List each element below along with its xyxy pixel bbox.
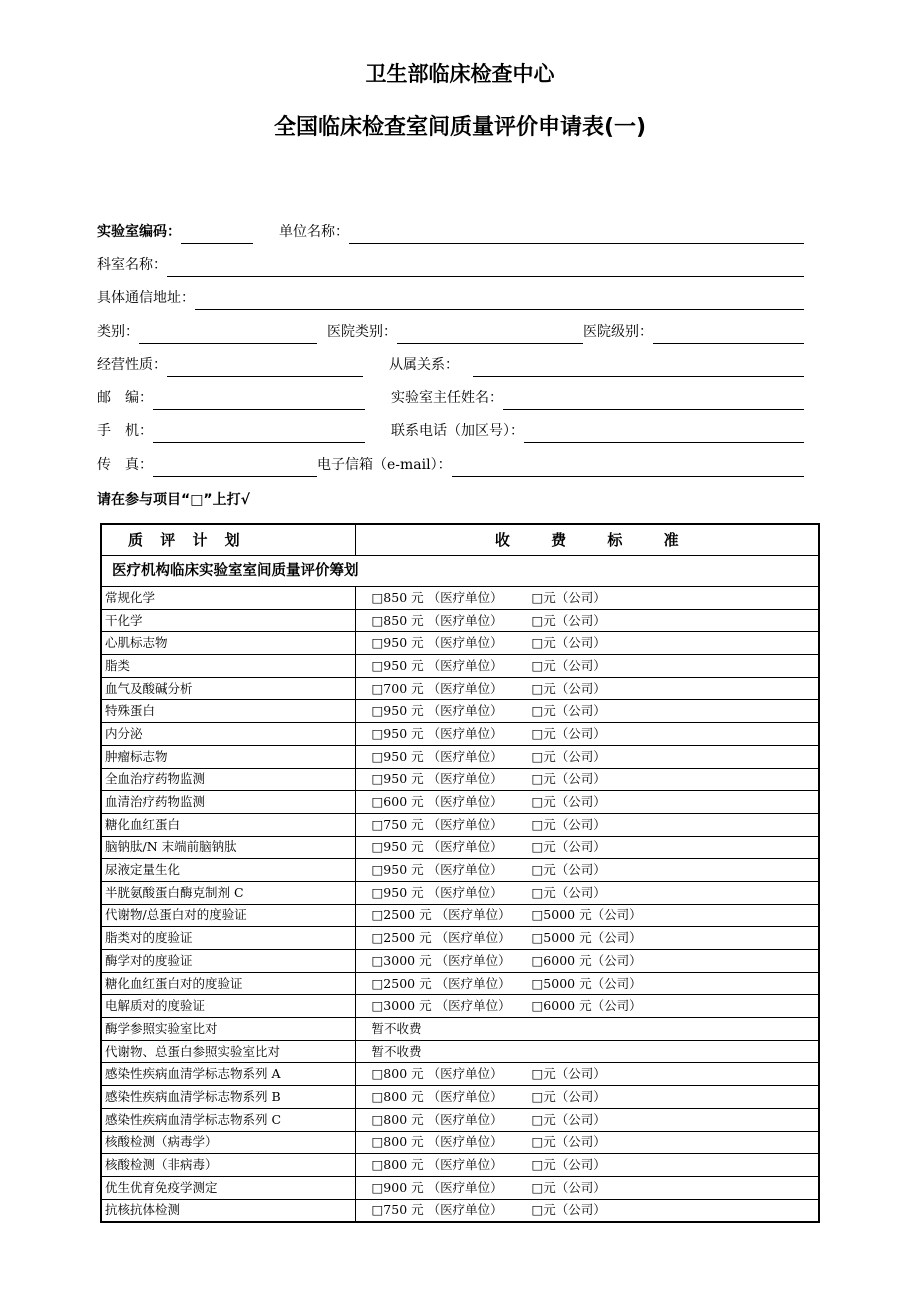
hospital-level-label: 医院级别： — [583, 324, 653, 340]
program-name: 尿液定量生化 — [101, 859, 355, 882]
fee-medical-unit[interactable]: □2500 元 （医疗单位） — [371, 975, 511, 991]
program-fee[interactable] — [355, 587, 819, 610]
fee-company[interactable]: □元（公司） — [531, 1088, 606, 1104]
program-name: 酶学对的度验证 — [101, 950, 355, 973]
table-row — [101, 677, 819, 700]
fee-company[interactable]: □5000 元（公司） — [531, 907, 642, 923]
program-fee[interactable] — [355, 677, 819, 700]
fee-company[interactable]: □元（公司） — [531, 657, 606, 673]
program-fee[interactable] — [355, 1040, 819, 1063]
program-fee[interactable] — [355, 995, 819, 1018]
fee-medical-unit[interactable]: □950 元 （医疗单位） — [371, 771, 503, 787]
program-name: 干化学 — [101, 609, 355, 632]
fee-medical-unit[interactable]: □900 元 （医疗单位） — [371, 1179, 503, 1195]
fee-medical-unit[interactable]: □950 元 （医疗单位） — [371, 657, 503, 673]
program-name: 肿瘤标志物 — [101, 745, 355, 768]
table-row — [101, 768, 819, 791]
affiliation-field[interactable] — [473, 358, 804, 377]
table-row — [101, 813, 819, 836]
org-title: 卫生部临床检查中心 — [365, 62, 555, 86]
program-fee[interactable] — [355, 836, 819, 859]
fee-company[interactable]: □元（公司） — [531, 589, 606, 605]
fee-company[interactable]: □5000 元（公司） — [531, 975, 642, 991]
dept-name-label: 科室名称： — [97, 257, 167, 273]
fee-company[interactable]: □6000 元（公司） — [531, 952, 642, 968]
program-fee[interactable] — [355, 904, 819, 927]
fee-company[interactable]: □元（公司） — [531, 703, 606, 719]
fee-company[interactable]: □元（公司） — [531, 1134, 606, 1150]
table-header-row — [101, 524, 819, 556]
fee-medical-unit[interactable]: □950 元 （医疗单位） — [371, 884, 503, 900]
program-name: 血气及酸碱分析 — [101, 677, 355, 700]
unit-name-field[interactable] — [349, 225, 804, 244]
program-table — [100, 523, 820, 1223]
program-name: 代谢物/总蛋白对的度验证 — [101, 904, 355, 927]
fee-company[interactable]: □元（公司） — [531, 725, 606, 741]
program-name: 酶学参照实验室比对 — [101, 1018, 355, 1041]
fee-medical-unit[interactable]: □600 元 （医疗单位） — [371, 794, 503, 810]
table-row — [101, 1108, 819, 1131]
fee-company[interactable]: □元（公司） — [531, 680, 606, 696]
table-row — [101, 1018, 819, 1041]
program-fee[interactable] — [355, 1199, 819, 1222]
program-name: 全血治疗药物监测 — [101, 768, 355, 791]
category-field[interactable] — [139, 325, 317, 344]
table-row — [101, 995, 819, 1018]
fee-medical-unit[interactable]: □2500 元 （医疗单位） — [371, 930, 511, 946]
program-fee[interactable] — [355, 1018, 819, 1041]
table-row — [101, 904, 819, 927]
table-row — [101, 1199, 819, 1222]
program-fee[interactable] — [355, 632, 819, 655]
table-row — [101, 859, 819, 882]
program-fee[interactable] — [355, 1176, 819, 1199]
table-row — [101, 1131, 819, 1154]
program-fee[interactable] — [355, 609, 819, 632]
director-name-field[interactable] — [503, 391, 804, 410]
hospital-type-field[interactable] — [397, 325, 583, 344]
table-row — [101, 632, 819, 655]
fee-medical-unit[interactable]: 暂不收费 — [371, 1043, 422, 1059]
program-fee[interactable] — [355, 655, 819, 678]
program-name: 脑钠肽/N 末端前脑钠肽 — [101, 836, 355, 859]
hospital-type-label: 医院类别： — [327, 324, 397, 340]
section-title: 医疗机构临床实验室室间质量评价筹划 — [101, 556, 819, 587]
program-name: 感染性疾病血清学标志物系列 A — [101, 1063, 355, 1086]
program-name: 核酸检测（非病毒） — [101, 1154, 355, 1177]
form-row-postcode — [97, 386, 804, 410]
program-name: 核酸检测（病毒学） — [101, 1131, 355, 1154]
postcode-field[interactable] — [153, 391, 365, 410]
fee-medical-unit[interactable]: □800 元 （医疗单位） — [371, 1111, 503, 1127]
fee-medical-unit[interactable]: □800 元 （医疗单位） — [371, 1088, 503, 1104]
fee-company[interactable]: □元（公司） — [531, 1157, 606, 1173]
form-row-category — [97, 320, 804, 344]
program-fee[interactable] — [355, 1108, 819, 1131]
program-name: 感染性疾病血清学标志物系列 C — [101, 1108, 355, 1131]
table-row — [101, 972, 819, 995]
business-nature-field[interactable] — [167, 358, 363, 377]
fee-company[interactable]: □元（公司） — [531, 816, 606, 832]
fee-medical-unit[interactable]: □850 元 （医疗单位） — [371, 589, 503, 605]
program-name: 脂类 — [101, 655, 355, 678]
table-row — [101, 791, 819, 814]
program-name: 抗核抗体检测 — [101, 1199, 355, 1222]
fee-company[interactable]: □元（公司） — [531, 748, 606, 764]
form-title: 全国临床检查室间质量评价申请表(一) — [273, 115, 647, 140]
table-row — [101, 587, 819, 610]
program-fee[interactable] — [355, 1154, 819, 1177]
table-row — [101, 723, 819, 746]
table-row — [101, 700, 819, 723]
form-row-address — [97, 286, 804, 310]
form-row-fax — [97, 453, 804, 477]
fee-medical-unit[interactable]: □800 元 （医疗单位） — [371, 1134, 503, 1150]
program-fee[interactable] — [355, 723, 819, 746]
program-fee[interactable] — [355, 791, 819, 814]
program-fee[interactable] — [355, 950, 819, 973]
program-fee[interactable] — [355, 700, 819, 723]
lab-code-field[interactable] — [181, 225, 253, 244]
program-fee[interactable] — [355, 1063, 819, 1086]
affiliation-label: 从属关系： — [389, 357, 459, 373]
form-row-nature — [97, 353, 804, 377]
dept-name-field[interactable] — [167, 258, 804, 277]
program-fee[interactable] — [355, 972, 819, 995]
fee-medical-unit[interactable]: □950 元 （医疗单位） — [371, 725, 503, 741]
program-name: 电解质对的度验证 — [101, 995, 355, 1018]
hospital-level-field[interactable] — [653, 325, 804, 344]
fee-medical-unit[interactable]: □2500 元 （医疗单位） — [371, 907, 511, 923]
fee-company[interactable]: □元（公司） — [531, 884, 606, 900]
table-row — [101, 950, 819, 973]
program-name: 半胱氨酸蛋白酶克制剂 C — [101, 881, 355, 904]
table-row — [101, 1086, 819, 1109]
table-row — [101, 1063, 819, 1086]
business-nature-label: 经营性质： — [97, 357, 167, 373]
fee-company[interactable]: □元（公司） — [531, 635, 606, 651]
col-header-plan: 质 评 计 划 — [101, 524, 355, 556]
mobile-label: 手 机： — [97, 423, 153, 439]
fee-company[interactable]: □元（公司） — [531, 612, 606, 628]
fee-medical-unit[interactable]: □3000 元 （医疗单位） — [371, 952, 511, 968]
fee-medical-unit[interactable]: □3000 元 （医疗单位） — [371, 998, 511, 1014]
table-row — [101, 836, 819, 859]
program-name: 感染性疾病血清学标志物系列 B — [101, 1086, 355, 1109]
col-header-fee: 收 费 标 准 — [355, 524, 819, 556]
fee-medical-unit[interactable]: □750 元 （医疗单位） — [371, 1202, 503, 1218]
fee-medical-unit[interactable]: □700 元 （医疗单位） — [371, 680, 503, 696]
program-name: 糖化血红蛋白对的度验证 — [101, 972, 355, 995]
phone-field[interactable] — [524, 424, 804, 443]
mobile-field[interactable] — [153, 424, 365, 443]
program-name: 特殊蛋白 — [101, 700, 355, 723]
fee-medical-unit[interactable]: □800 元 （医疗单位） — [371, 1066, 503, 1082]
fee-company[interactable]: □元（公司） — [531, 771, 606, 787]
table-row — [101, 1040, 819, 1063]
program-fee[interactable] — [355, 859, 819, 882]
fax-field[interactable] — [153, 458, 317, 477]
table-row — [101, 1154, 819, 1177]
program-name: 糖化血红蛋白 — [101, 813, 355, 836]
program-fee[interactable] — [355, 1086, 819, 1109]
table-row — [101, 655, 819, 678]
fee-medical-unit[interactable]: □950 元 （医疗单位） — [371, 839, 503, 855]
program-name: 心肌标志物 — [101, 632, 355, 655]
program-name: 常规化学 — [101, 587, 355, 610]
section-row — [101, 556, 819, 587]
form-row-lab — [97, 220, 804, 244]
fee-company[interactable]: □元（公司） — [531, 1111, 606, 1127]
postcode-label: 邮 编： — [97, 390, 153, 406]
fee-medical-unit[interactable]: □950 元 （医疗单位） — [371, 635, 503, 651]
program-fee[interactable] — [355, 768, 819, 791]
lab-code-label: 实验室编码： — [97, 224, 181, 240]
program-fee[interactable] — [355, 745, 819, 768]
instruction-text: 请在参与项目“□”上打√ — [97, 492, 250, 508]
table-row — [101, 745, 819, 768]
fee-company[interactable]: □元（公司） — [531, 794, 606, 810]
program-name: 血清治疗药物监测 — [101, 791, 355, 814]
address-label: 具体通信地址： — [97, 290, 195, 306]
fee-medical-unit[interactable]: □950 元 （医疗单位） — [371, 703, 503, 719]
form-row-mobile — [97, 419, 804, 443]
program-fee[interactable] — [355, 881, 819, 904]
fee-company[interactable]: □元（公司） — [531, 862, 606, 878]
table-row — [101, 927, 819, 950]
program-name: 优生优育免疫学测定 — [101, 1176, 355, 1199]
program-fee[interactable] — [355, 1131, 819, 1154]
fee-medical-unit[interactable]: □800 元 （医疗单位） — [371, 1157, 503, 1173]
fee-medical-unit[interactable]: 暂不收费 — [371, 1020, 422, 1036]
program-name: 内分泌 — [101, 723, 355, 746]
category-label: 类别： — [97, 324, 139, 340]
fee-medical-unit[interactable]: □950 元 （医疗单位） — [371, 748, 503, 764]
table-row — [101, 881, 819, 904]
fee-medical-unit[interactable]: □850 元 （医疗单位） — [371, 612, 503, 628]
fax-label: 传 真： — [97, 457, 153, 473]
program-fee[interactable] — [355, 927, 819, 950]
fee-company[interactable]: □5000 元（公司） — [531, 930, 642, 946]
program-name: 脂类对的度验证 — [101, 927, 355, 950]
email-label: 电子信箱（e-mail）： — [317, 457, 452, 473]
director-name-label: 实验室主任姓名： — [391, 390, 503, 406]
table-row — [101, 609, 819, 632]
unit-name-label: 单位名称： — [279, 224, 349, 240]
fee-company[interactable]: □元（公司） — [531, 839, 606, 855]
program-name: 代谢物、总蛋白参照实验室比对 — [101, 1040, 355, 1063]
fee-company[interactable]: □6000 元（公司） — [531, 998, 642, 1014]
fee-company[interactable]: □元（公司） — [531, 1179, 606, 1195]
phone-label: 联系电话（加区号）： — [391, 423, 524, 439]
fee-company[interactable]: □元（公司） — [531, 1202, 606, 1218]
table-row — [101, 1176, 819, 1199]
fee-medical-unit[interactable]: □950 元 （医疗单位） — [371, 862, 503, 878]
form-row-dept — [97, 253, 804, 277]
address-field[interactable] — [195, 291, 804, 310]
program-fee[interactable] — [355, 813, 819, 836]
fee-company[interactable]: □元（公司） — [531, 1066, 606, 1082]
fee-medical-unit[interactable]: □750 元 （医疗单位） — [371, 816, 503, 832]
email-field[interactable] — [452, 458, 804, 477]
